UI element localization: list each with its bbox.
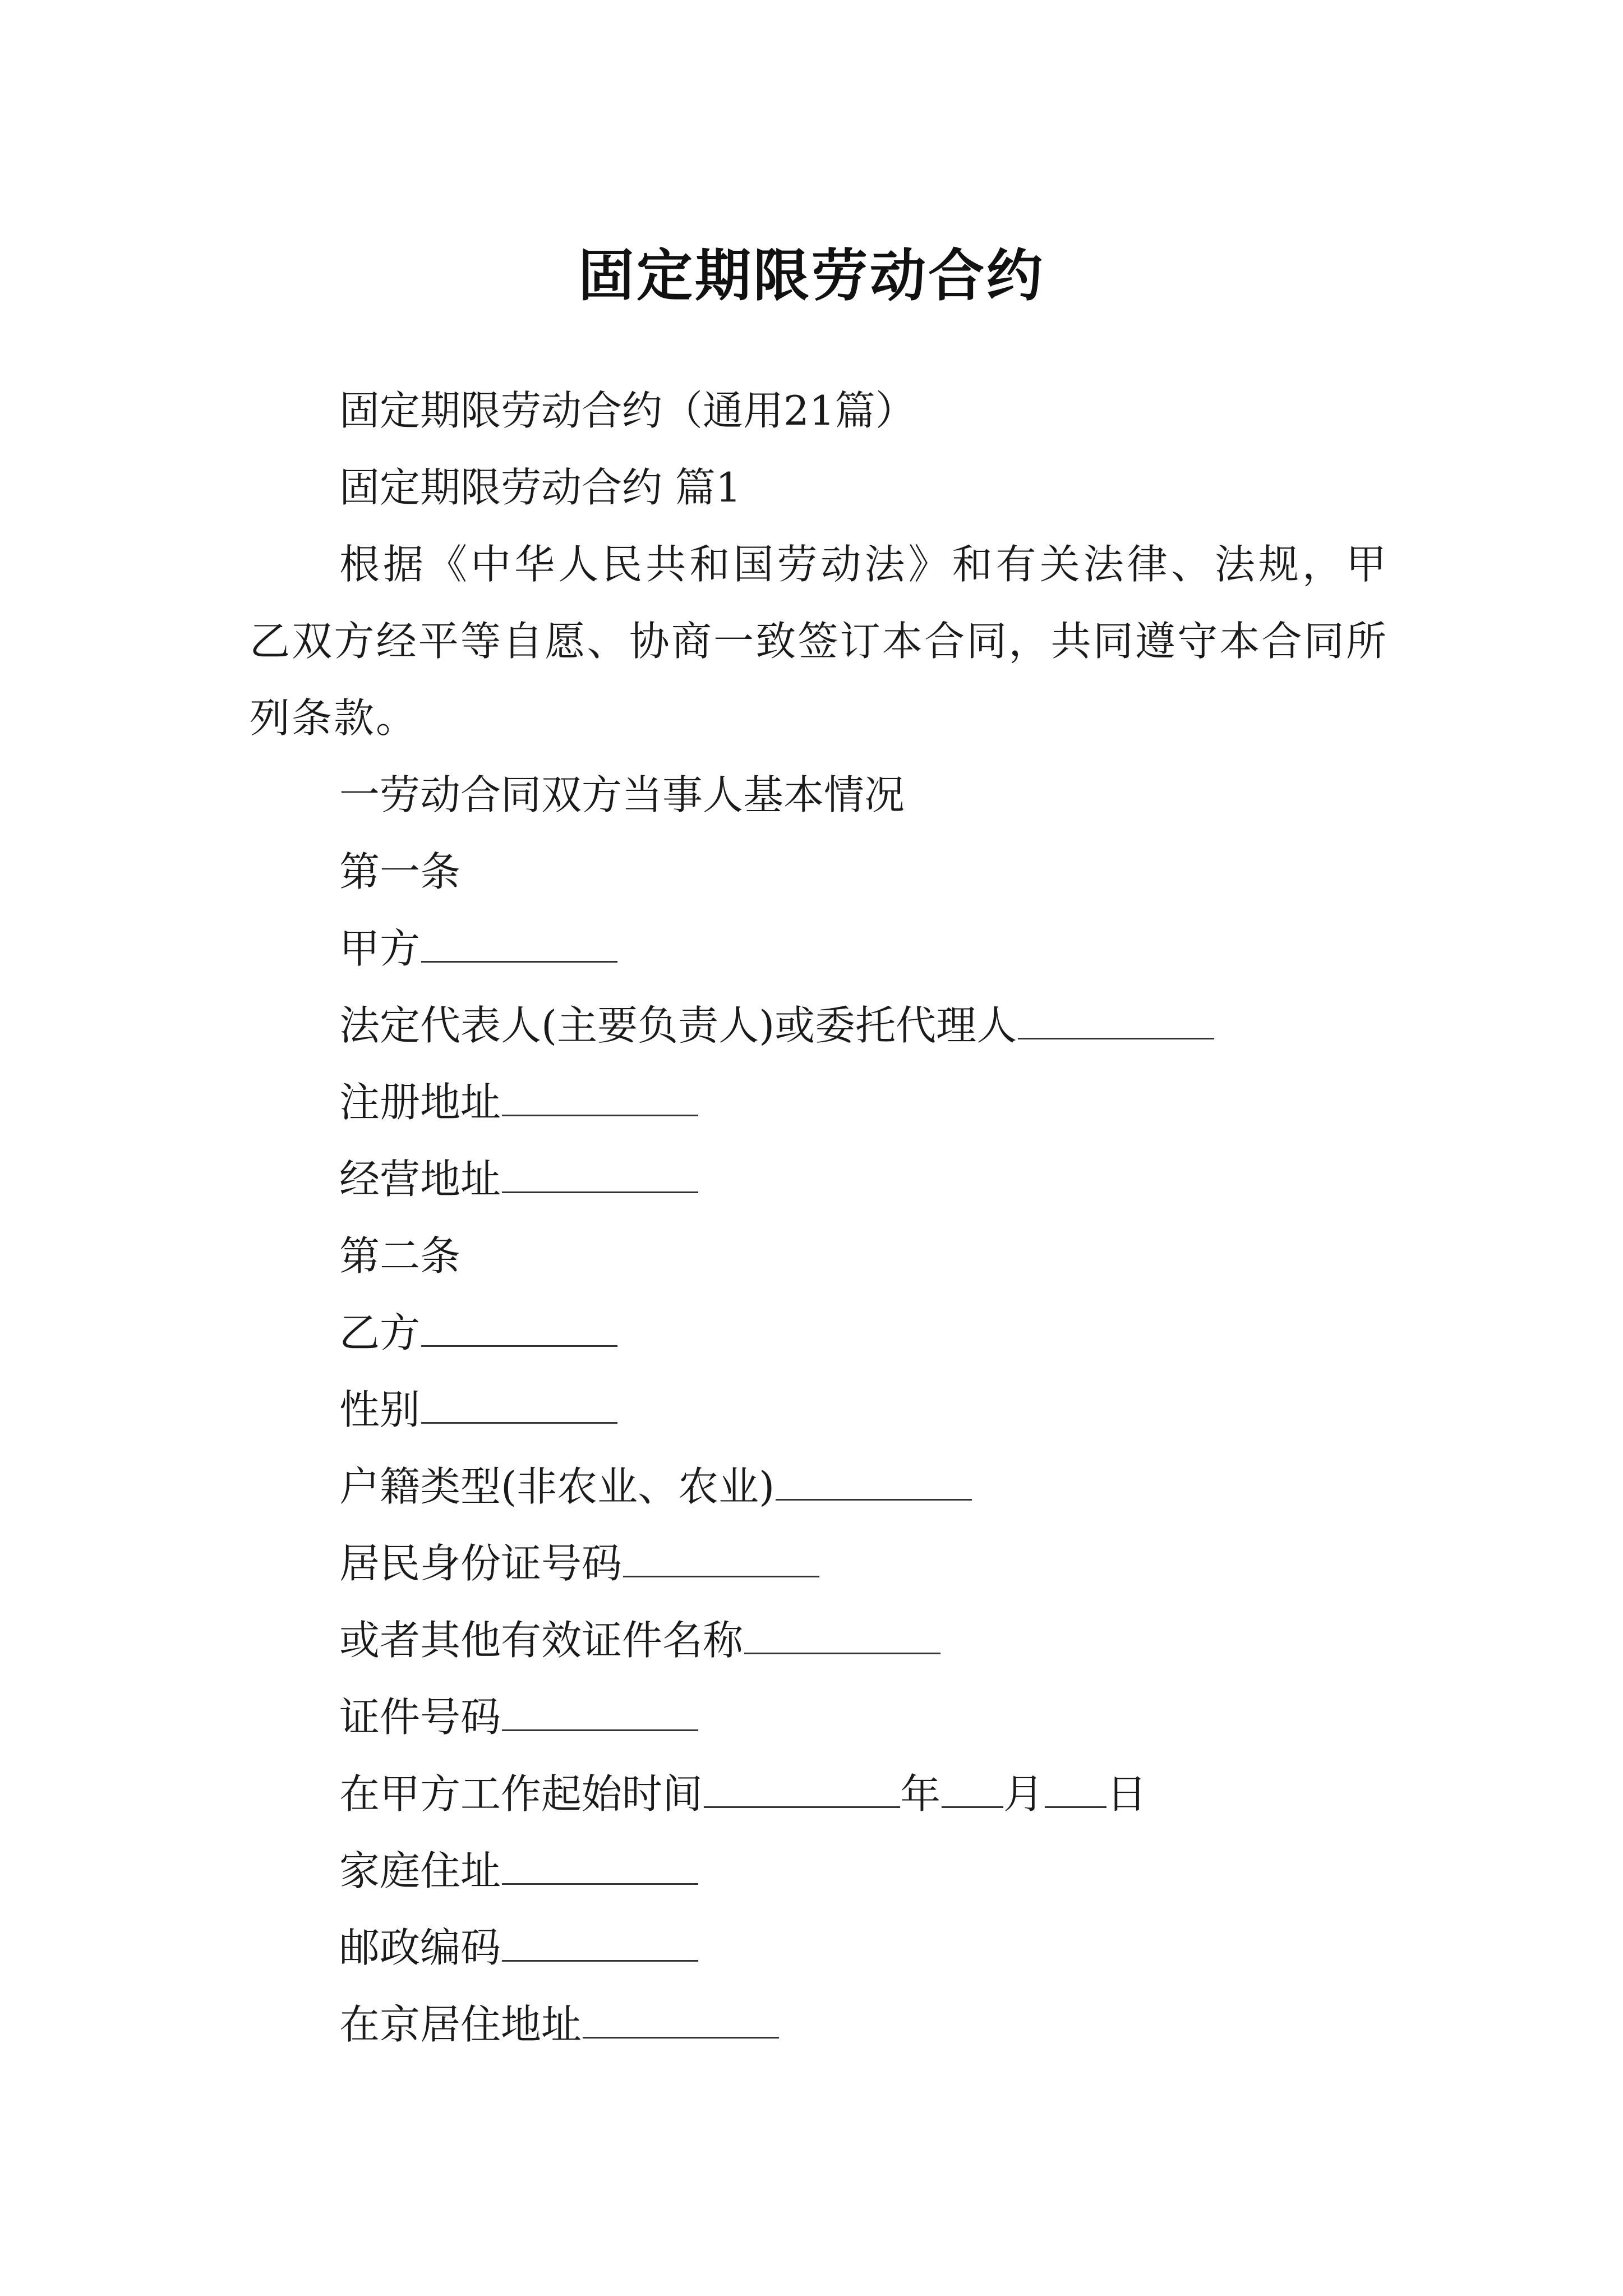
blank-field	[421, 1306, 617, 1347]
field-label: 证件号码	[339, 1694, 501, 1741]
blank-field	[421, 922, 617, 963]
article-heading: 第一条	[339, 848, 461, 895]
form-line	[250, 1679, 1388, 1756]
article-heading: 第二条	[339, 1232, 461, 1280]
chapter-heading: 一劳动合同双方当事人基本情况	[339, 771, 905, 818]
document-title: 固定期限劳动合约	[578, 243, 1045, 309]
field-label: 在甲方工作起始时间	[339, 1770, 703, 1818]
date-form-line	[250, 1756, 1388, 1833]
preamble-paragraph: 根据《中华人民共和国劳动法》和有关法律、法规，甲乙双方经平等自愿、协商一致签订本合同，共同遵守本合同所列条款。	[250, 541, 1388, 742]
blank-field	[623, 1536, 819, 1577]
field-label: 性别	[339, 1386, 421, 1433]
field-label: 经营地址	[339, 1156, 501, 1203]
blank-field	[776, 1460, 972, 1501]
document-body	[250, 372, 1388, 2063]
document-subtitle: 固定期限劳动合约（通用21篇）	[339, 387, 916, 434]
blank-field	[502, 1152, 698, 1193]
form-line	[250, 1525, 1388, 1602]
blank-field	[502, 1844, 698, 1885]
blank-field	[704, 1767, 900, 1808]
form-line	[250, 910, 1388, 987]
form-line	[250, 1372, 1388, 1448]
section-heading: 固定期限劳动合约 篇1	[339, 464, 741, 511]
field-label: 甲方	[339, 925, 421, 972]
year-label: 年	[900, 1770, 941, 1818]
blank-field	[421, 1383, 617, 1424]
form-line	[250, 1602, 1388, 1679]
field-label: 法定代表人(主要负责人)或委托代理人	[339, 1002, 1017, 1049]
blank-field	[583, 1998, 779, 2039]
field-label: 或者其他有效证件名称	[339, 1617, 744, 1664]
blank-field	[942, 1767, 1003, 1808]
blank-field	[502, 1075, 698, 1116]
field-label: 家庭住址	[339, 1847, 501, 1894]
blank-field	[502, 1921, 698, 1962]
field-label: 邮政编码	[339, 1924, 501, 1971]
form-line	[250, 1141, 1388, 1218]
day-label: 日	[1106, 1770, 1147, 1818]
field-label: 乙方	[339, 1309, 421, 1356]
blank-field	[1018, 999, 1214, 1039]
form-line	[250, 987, 1388, 1064]
field-label: 注册地址	[339, 1079, 501, 1126]
form-line	[250, 1295, 1388, 1372]
field-label: 户籍类型(非农业、农业)	[339, 1463, 775, 1510]
field-label: 在京居住地址	[339, 2001, 582, 2048]
field-label: 居民身份证号码	[339, 1540, 623, 1587]
blank-field	[1045, 1767, 1106, 1808]
form-line	[250, 1910, 1388, 1986]
form-line	[250, 1064, 1388, 1141]
form-line	[250, 1986, 1388, 2063]
form-line	[250, 1448, 1388, 1525]
form-line	[250, 1833, 1388, 1910]
month-label: 月	[1003, 1770, 1044, 1818]
blank-field	[744, 1613, 940, 1654]
blank-field	[502, 1690, 698, 1731]
